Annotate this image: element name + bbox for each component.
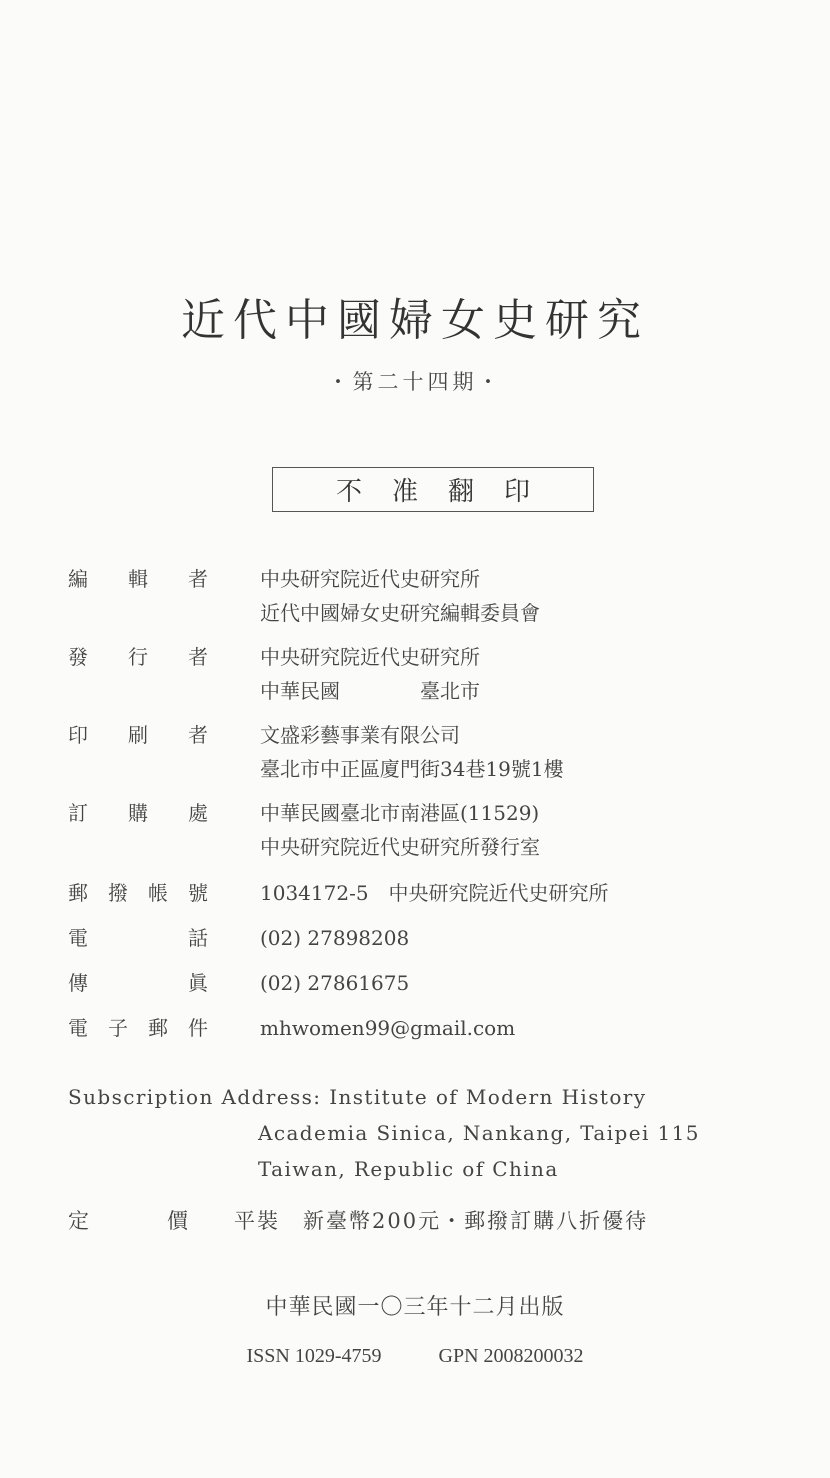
label-order: 訂 購 處 bbox=[68, 801, 208, 825]
price-label: 定 價 bbox=[68, 1209, 188, 1233]
issn: ISSN 1029-4759 bbox=[246, 1345, 382, 1367]
label-postal-account: 郵 撥 帳 號 bbox=[68, 881, 208, 905]
value-fax: (02) 27861675 bbox=[260, 971, 410, 995]
gpn: GPN 2008200032 bbox=[438, 1345, 584, 1367]
label-editor: 編 輯 者 bbox=[68, 567, 208, 591]
row-order bbox=[68, 796, 788, 864]
row-email bbox=[68, 1011, 788, 1045]
value-publisher: 中央研究院近代史研究所 中華民國 臺北市 bbox=[260, 645, 480, 703]
label-phone: 電 話 bbox=[68, 926, 208, 950]
colophon bbox=[68, 562, 788, 1045]
value-printer: 文盛彩藝事業有限公司 臺北市中正區廈門街34巷19號1樓 bbox=[260, 723, 564, 781]
value-postal-account: 1034172-5 中央研究院近代史研究所 bbox=[260, 881, 609, 905]
value-email: mhwomen99@gmail.com bbox=[260, 1016, 516, 1040]
identifiers bbox=[0, 1345, 830, 1368]
subscription-line-3: Taiwan, Republic of China bbox=[258, 1157, 559, 1181]
row-fax bbox=[68, 966, 788, 1000]
value-order: 中華民國臺北市南港區(11529) 中央研究院近代史研究所發行室 bbox=[260, 801, 540, 859]
label-fax: 傳 眞 bbox=[68, 971, 208, 995]
issue-number: ・第二十四期・ bbox=[327, 370, 503, 394]
subscription-address bbox=[68, 1079, 700, 1187]
label-email: 電 子 郵 件 bbox=[68, 1016, 208, 1040]
row-printer bbox=[68, 718, 788, 786]
value-phone: (02) 27898208 bbox=[260, 926, 410, 950]
publication-date: 中華民國一〇三年十二月出版 bbox=[265, 1295, 565, 1320]
row-phone bbox=[68, 921, 788, 955]
price-row bbox=[68, 1205, 648, 1235]
subscription-line-2: Academia Sinica, Nankang, Taipei 115 bbox=[258, 1121, 700, 1145]
row-publisher bbox=[68, 640, 788, 708]
no-reprint-box: 不准翻印 bbox=[272, 467, 594, 512]
journal-title: 近代中國婦女史研究 bbox=[181, 295, 649, 346]
label-publisher: 發 行 者 bbox=[68, 645, 208, 669]
row-postal-account bbox=[68, 876, 788, 910]
value-editor: 中央研究院近代史研究所 近代中國婦女史研究編輯委員會 bbox=[260, 567, 540, 625]
subscription-line-1: Subscription Address: Institute of Modern History bbox=[68, 1085, 647, 1109]
label-printer: 印 刷 者 bbox=[68, 723, 208, 747]
price-value: 平裝 新臺幣200元・郵撥訂購八折優待 bbox=[234, 1209, 649, 1233]
row-editor bbox=[68, 562, 788, 630]
